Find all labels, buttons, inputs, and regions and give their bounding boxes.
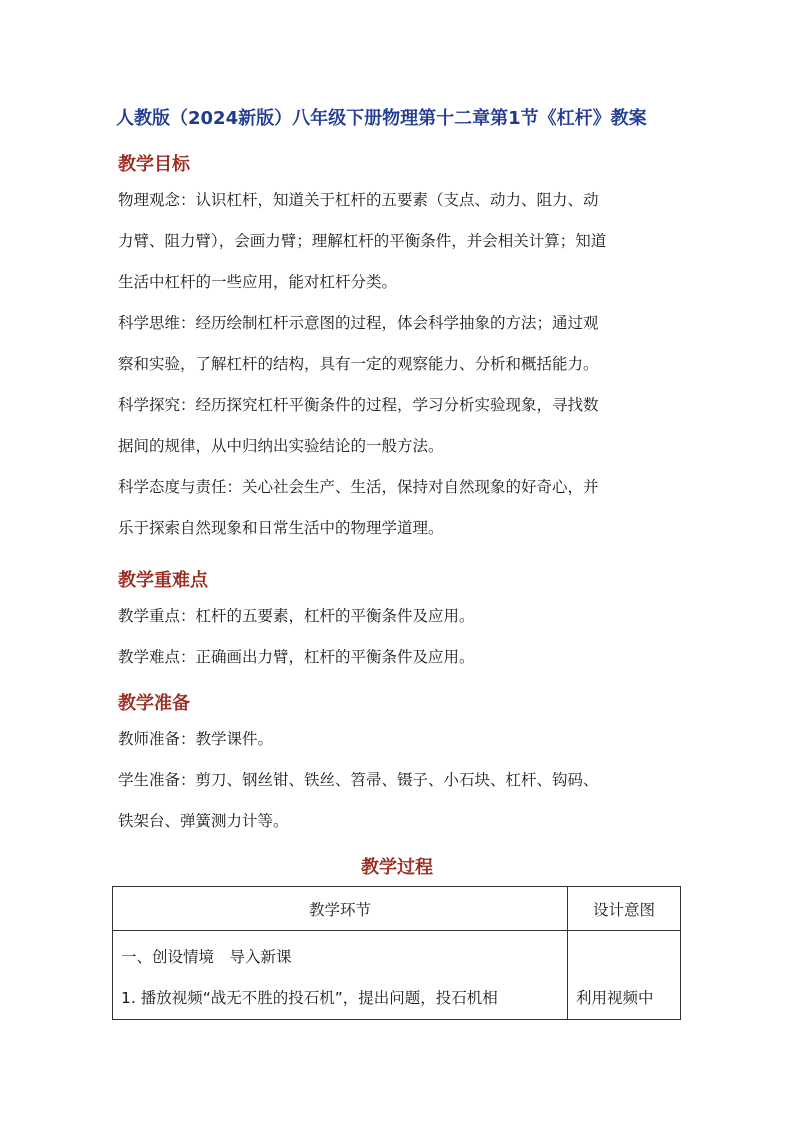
objective-attitude-responsibility: [118, 467, 688, 549]
teacher-preparation: [118, 719, 688, 760]
difficult-point: [118, 637, 688, 678]
intent-line: 利用视频中: [576, 989, 654, 1007]
table-header-row: [113, 887, 681, 931]
intent-cell: [568, 931, 681, 1020]
section-heading-preparation: 教学准备: [118, 693, 190, 714]
text-line: 生活中杠杆的一些应用，能对杠杆分类。: [118, 273, 398, 291]
text-line: 科学态度与责任：关心社会生产、生活，保持对自然现象的好奇心，并: [118, 478, 599, 496]
objective-physics-concept: [118, 180, 688, 303]
objective-scientific-inquiry: [118, 385, 688, 467]
stage-line: 1. 播放视频“战无不胜的投石机”，提出问题，投石机相: [121, 989, 498, 1007]
header-stage: 教学环节: [113, 887, 568, 931]
text-line: 物理观念：认识杠杆，知道关于杠杆的五要素（支点、动力、阻力、动: [118, 191, 599, 209]
text-line: 教学难点：正确画出力臂，杠杆的平衡条件及应用。: [118, 648, 475, 666]
text-line: 力臂、阻力臂），会画力臂；理解杠杆的平衡条件，并会相关计算；知道: [118, 232, 607, 250]
text-line: 教学重点：杠杆的五要素，杠杆的平衡条件及应用。: [118, 607, 475, 625]
text-line: 科学探究：经历探究杠杆平衡条件的过程，学习分析实验现象，寻找数: [118, 396, 599, 414]
stage-line: 一、创设情境 导入新课: [121, 948, 292, 966]
document-title: 人教版（2024新版）八年级下册物理第十二章第1节《杠杆》教案: [116, 108, 647, 129]
section-heading-key-points: 教学重难点: [118, 570, 208, 591]
objective-scientific-thinking: [118, 303, 688, 385]
stage-cell: [113, 931, 568, 1020]
student-preparation: [118, 760, 688, 842]
teaching-process-table: [112, 886, 681, 1020]
text-line: 教师准备：教学课件。: [118, 730, 274, 748]
key-point: [118, 596, 688, 637]
process-table-title: 教学过程: [361, 857, 433, 878]
table-row: [113, 931, 681, 1020]
text-line: 科学思维：经历绘制杠杆示意图的过程，体会科学抽象的方法；通过观: [118, 314, 599, 332]
text-line: 铁架台、弹簧测力计等。: [118, 812, 289, 830]
text-line: 学生准备：剪刀、钢丝钳、铁丝、笤帚、镊子、小石块、杠杆、钩码、: [118, 771, 599, 789]
text-line: 察和实验，了解杠杆的结构，具有一定的观察能力、分析和概括能力。: [118, 355, 599, 373]
header-intent: 设计意图: [568, 887, 681, 931]
text-line: 据间的规律，从中归纳出实验结论的一般方法。: [118, 437, 444, 455]
section-heading-objectives: 教学目标: [118, 154, 190, 175]
text-line: 乐于探索自然现象和日常生活中的物理学道理。: [118, 519, 444, 537]
